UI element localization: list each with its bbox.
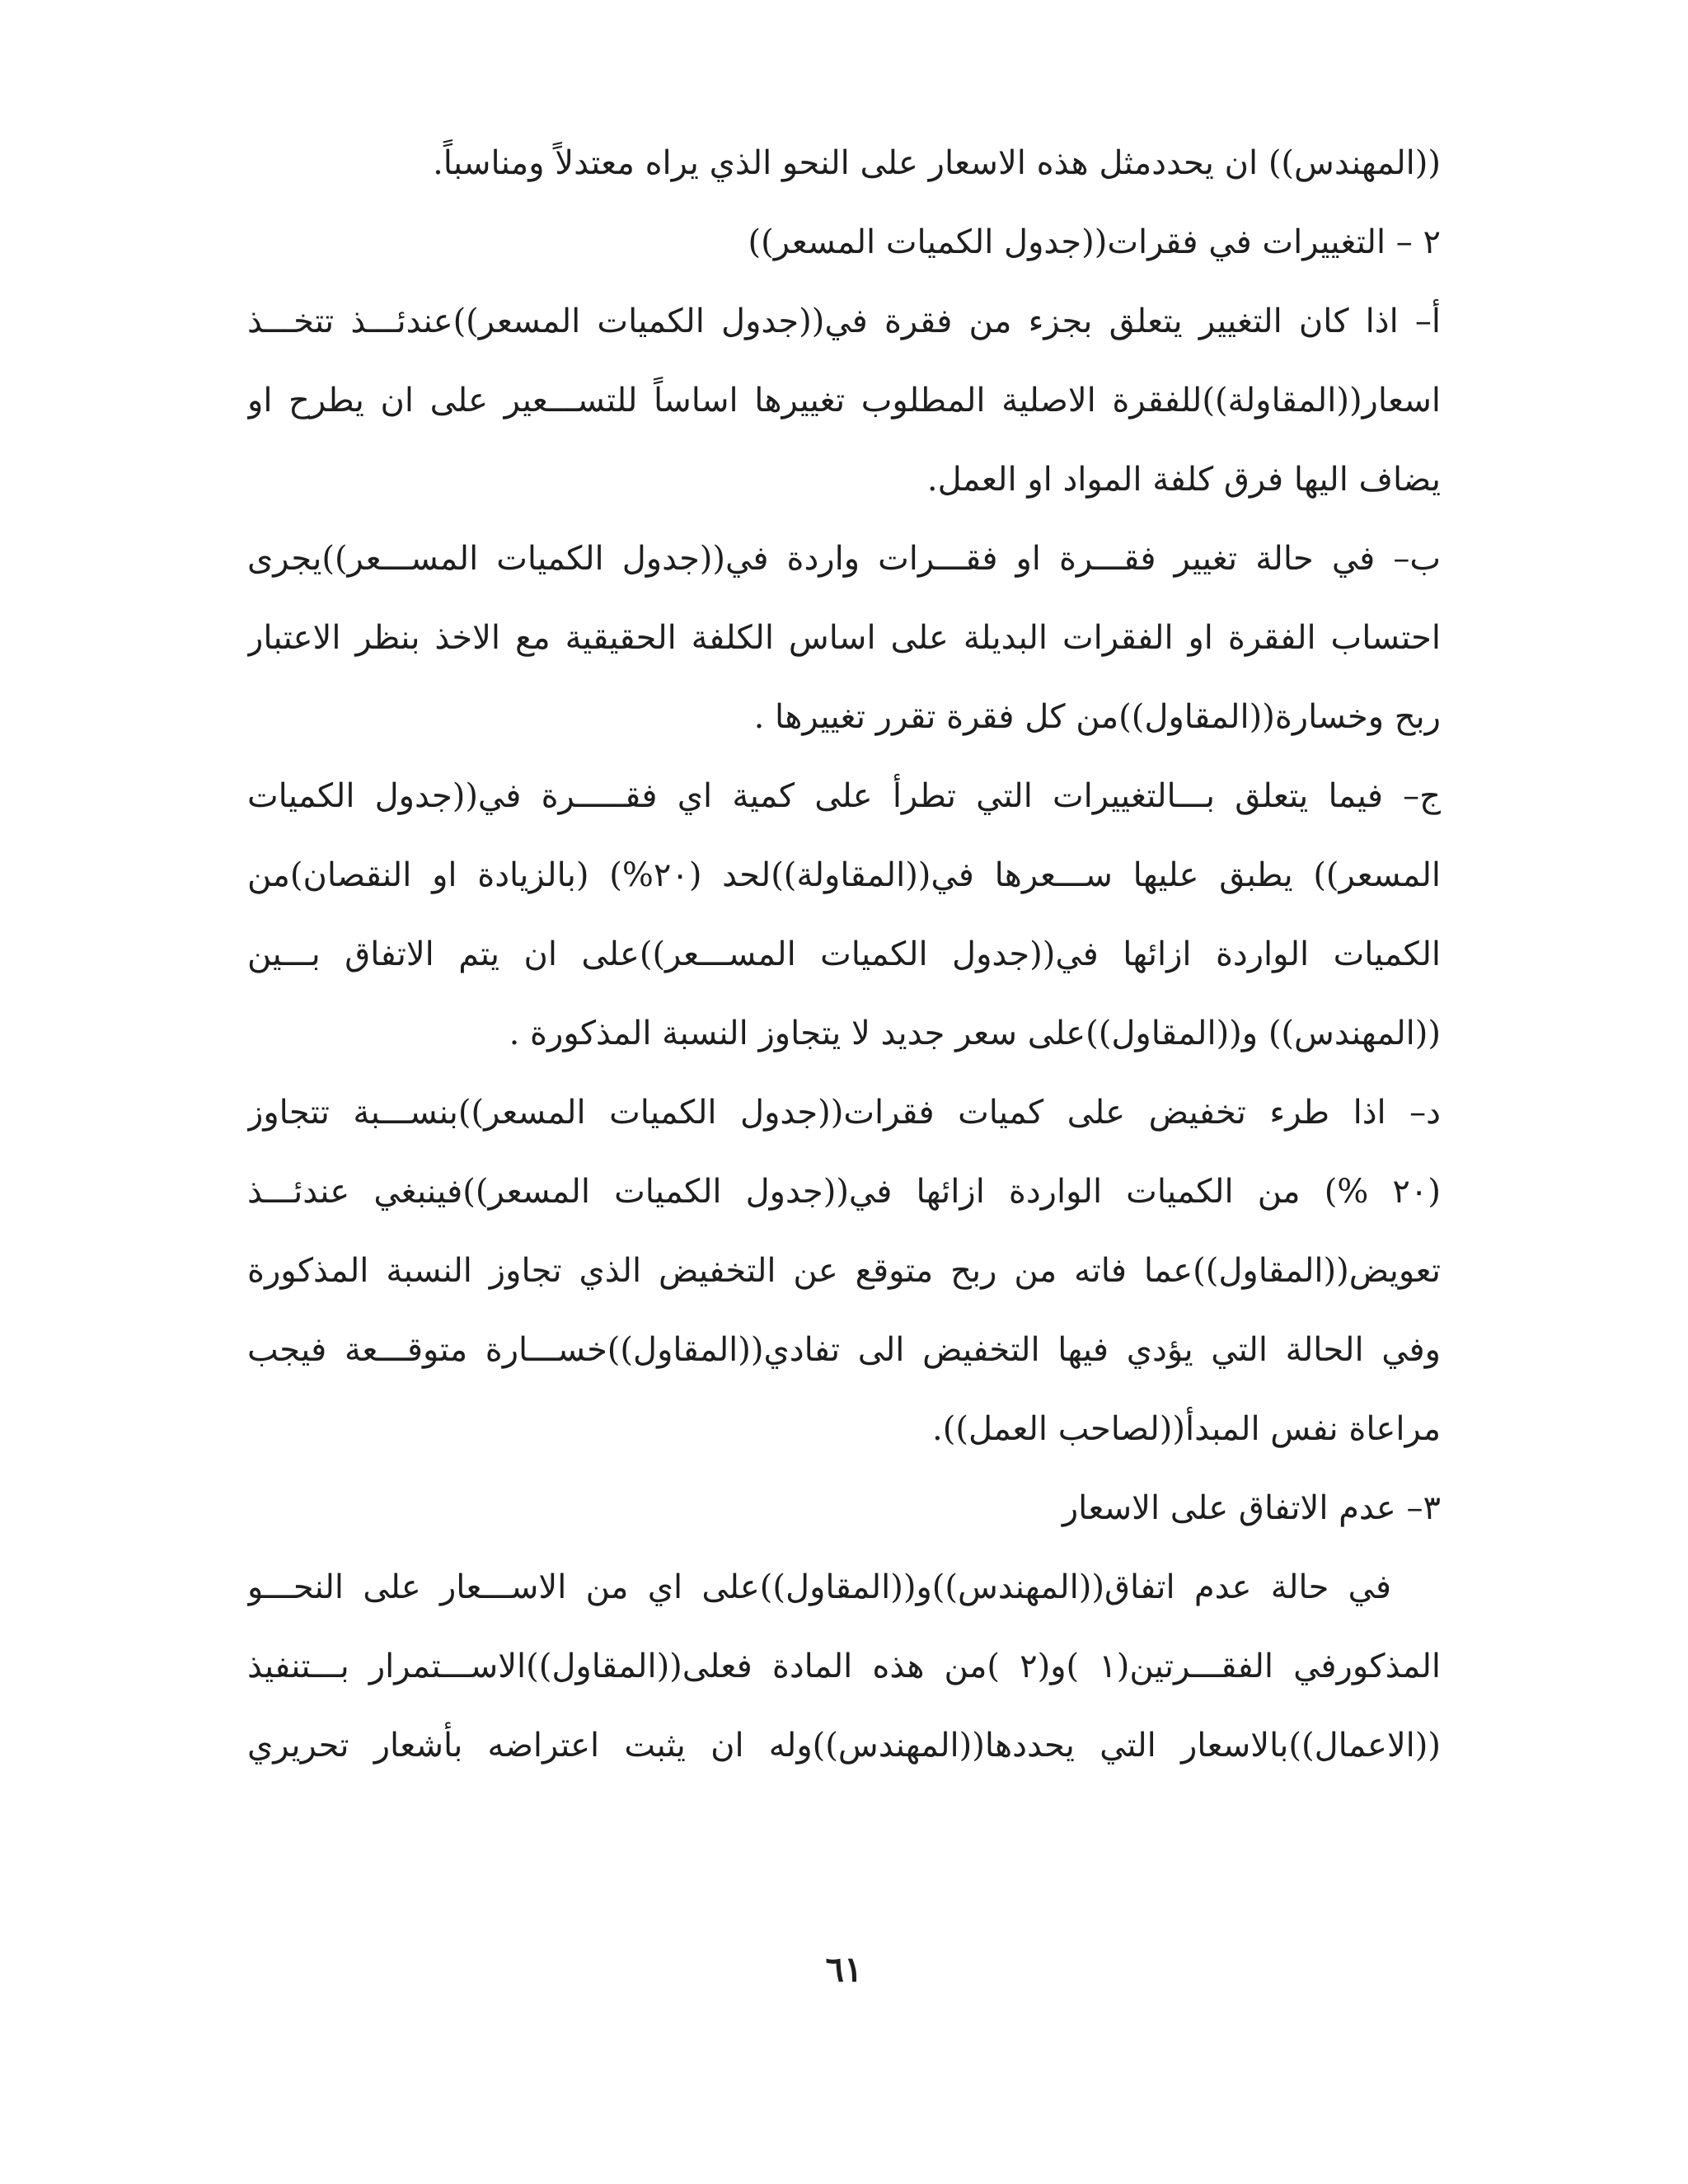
text-line: يضاف اليها فرق كلفة المواد او العمل.	[926, 461, 1441, 499]
text-line: ((المهندس)) و((المقاول))على سعر جديد لا يتجاوز النسبة المذكورة .	[509, 1015, 1441, 1052]
text-line: المذكورفي الفقـــرتين(١ )و(٢ )من هذه المادة فعلى((المقاول))الاســـتمرار بـــتنفيذ	[247, 1647, 1441, 1685]
section-heading-3: ٣– عدم الاتفاق على الاسعار	[1062, 1489, 1441, 1527]
text-line: الكميات الواردة ازائها في((جدول الكميات المســـعر))على ان يتم الاتفاق بـــين	[247, 935, 1441, 973]
text-line: (٢٠ %) من الكميات الواردة ازائها في((جدول الكميات المسعر))فينبغي عندئـــذ	[247, 1173, 1441, 1211]
text-line: اسعار((المقاولة))للفقرة الاصلية المطلوب تغييرها اساساً للتســـعير على ان يطرح او	[247, 382, 1441, 419]
text-line: وفي الحالة التي يؤدي فيها التخفيض الى تفادي((المقاول))خســـارة متوقـــعة فيجب	[247, 1331, 1441, 1369]
text-line: احتساب الفقرة او الفقرات البديلة على اساس الكلفة الحقيقية مع الاخذ بنظر الاعتبار	[247, 619, 1441, 657]
text-line: تعويض((المقاول))عما فاته من ربح متوقع عن التخفيض الذي تجاوز النسبة المذكورة	[247, 1252, 1441, 1290]
page-number: ٦١	[825, 1949, 863, 1990]
text-line: ب– في حالة تغيير فقـــرة او فقـــرات واردة في((جدول الكميات المســـعر))يجرى	[247, 540, 1441, 578]
text-line: ((المهندس)) ان يحددمثل هذه الاسعار على النحو الذي يراه معتدلاً ومناسباً.	[433, 144, 1441, 182]
text-line: ربح وخسارة((المقاول))من كل فقرة تقرر تغييرها .	[753, 698, 1441, 736]
section-heading-2: ٢ – التغييرات في فقرات((جدول الكميات المسعر))	[748, 223, 1441, 261]
text-line: المسعر)) يطبق عليها ســـعرها في((المقاولة))لحد (٢٠%) (بالزيادة او النقصان)من	[247, 856, 1441, 894]
body-text	[247, 124, 1441, 1785]
text-line: ((الاعمال))بالاسعار التي يحددها((المهندس))وله ان يثبت اعتراضه بأشعار تحريري	[247, 1727, 1441, 1765]
text-line: ج– فيما يتعلق بـــالتغييرات التي تطرأ على كمية اي فقـــــرة في((جدول الكميات	[247, 777, 1441, 815]
text-line: في حالة عدم اتفاق((المهندس))و((المقاول))على اي من الاســـعار على النحـــو	[247, 1568, 1391, 1606]
text-line: مراعاة نفس المبدأ((لصاحب العمل)).	[932, 1410, 1441, 1448]
text-line: د– اذا طرء تخفيض على كميات فقرات((جدول الكميات المسعر))بنســـبة تتجاوز	[247, 1094, 1441, 1132]
text-line: أ– اذا كان التغيير يتعلق بجزء من فقرة في((جدول الكميات المسعر))عندئـــذ تتخـــذ	[247, 302, 1441, 340]
